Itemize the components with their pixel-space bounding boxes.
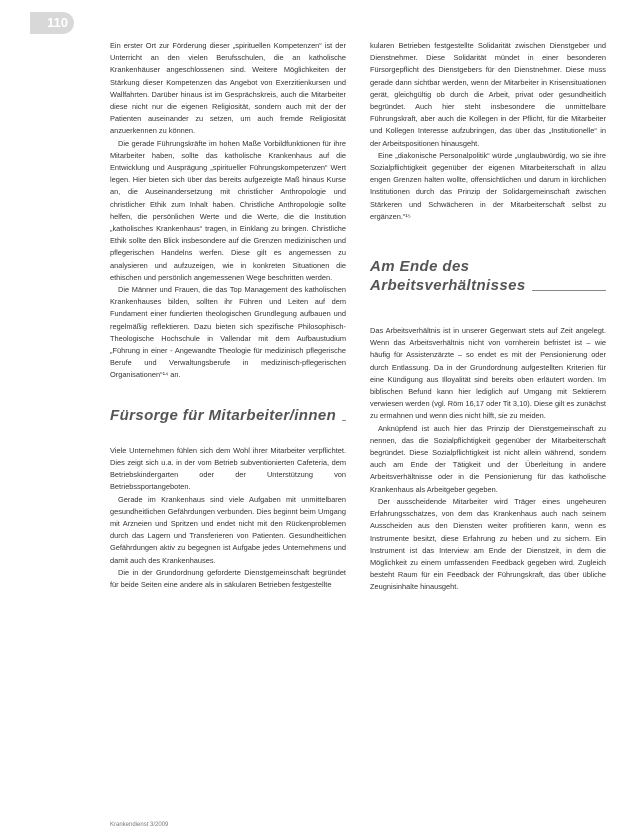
- paragraph: Die gerade Führungskräfte im hohen Maße Vorbildfunktionen für ihre Mitarbeiter haben, sollte das katholische Krankenhaus auf die Entwicklung und Ausprägung „spiritueller Führungskompetenzen“ Wert legen. Hier bieten sich über das bereits aufgezeigte Maß hinaus Kurse an, die Auseinandersetzung mit christlicher Anthropologie und christlicher Ethik zum Inhalt haben. Christliche Anthropologie sollte helfen, die persönlichen Werte und die Werte, die die Institution „katholisches Krankenhaus“ tragen, in Einklang zu bringen. Christliche Ethik sollte den Blick insbesondere auf die Grenzen medizinischen und pflegerischen Handelns werfen. Diese gilt es angemessen zu analysieren und aufzuzeigen, wie in konkreten Situationen die ethischen und persönlich angemessenen Wege beschritten werden.: [110, 138, 346, 282]
- section-heading-fuersorge: [110, 406, 346, 425]
- paragraph: Der ausscheidende Mitarbeiter wird Träger eines ungeheuren Erfahrungsschatzes, von dem das Krankenhaus auch nach seinem Ausscheiden aus den Diensten weiter profitieren kann, wenn es Instrumente besitzt, diese Erfahrung zu heben und zu sichern. Ein Instrument ist das Interview am Ende der Dienstzeit, in dem die Möglichkeit zu einem umfassenden Feedback gegeben wird. Zugleich besteht Raum für ein Feedback der Führungskraft, das über übliche Zeugnisinhalte hinausgeht.: [370, 496, 606, 592]
- right-column: [370, 40, 606, 594]
- section-heading-text-line1: Am Ende des: [370, 258, 470, 276]
- paragraph: Gerade im Krankenhaus sind viele Aufgaben mit unmittelbaren gesundheitlichen Gefährdungen verbunden. Dies beginnt beim Umgang mit Arzneien und Spritzen und endet nicht mit den Rückenproblemen durch das Lagern und Transferieren von Patienten. Gesundheitlichen Gefährdungen aktiv zu begegnen ist Aufgabe jedes Unternehmens und damit auch des Krankenhauses.: [110, 494, 346, 565]
- paragraph: Die Männer und Frauen, die das Top Management des katholischen Krankenhauses bilden, sollten ihr Führen und Leiten auf dem Fundament einer fundierten theologischen Grundlegung aufbauen und regelmäßig reflektieren. Dazu bieten sich spezifische Philosophisch-Theologische Hochschule in Vallendar mit dem Aufbaustudium „Führung in einer - Angewandte Theologie für medizinisch pflegerische Berufe und Verwaltungsberufe in medizinisch-pflegerischen Organisationen“¹⁴ an.: [110, 285, 346, 380]
- paragraph: Anknüpfend ist auch hier das Prinzip der Dienstgemeinschaft zu nennen, das die Sozialpflichtigkeit gegenüber der Mitarbeiterschaft begründet. Diese Sozialpflichtigkeit ist nicht allein während, sondern auch am Ende der Tätigkeit und der Überleitung in andere Arbeitsverhältnisse oder in die Pensionierung für das katholische Krankenhaus als Arbeitgeber gegeben.: [370, 423, 606, 494]
- section-heading-text: Fürsorge für Mitarbeiter/innen: [110, 406, 337, 424]
- footer-source: Krankendienst 3/2009: [110, 822, 169, 828]
- heading-rule: [532, 290, 606, 291]
- left-column: [110, 40, 346, 591]
- section-heading-arbeitsende: [370, 257, 606, 295]
- paragraph: Die in der Grundordnung geforderte Dienstgemeinschaft begründet für beide Seiten eine andere als in säkularen Betrieben festgestellte: [110, 567, 346, 589]
- heading-rule: [342, 420, 346, 421]
- paragraph: Eine „diakonische Personalpolitik“ würde „unglaubwürdig, wo sie ihre Sozialpflichtigkeit gegenüber der eigenen Mitarbeiterschaft in allzu engen Grenzen halten wollte, offensichtlichen und darum in kirchlichen Institutionen durch das Prinzip der Solidargemeinschaft zwischen Stärkeren und Schwächeren in der Mitarbeiterschaft selbst zu ergänzen.“¹⁵: [370, 150, 606, 221]
- paragraph: kularen Betrieben festgestellte Solidarität zwischen Dienstgeber und Dienstnehmer. Diese Solidarität mündet in einer besonderen Fürsorgepflicht des Dienstgebers für den Dienstnehmer. Diese muss gerade dann sichtbar werden, wenn der Mitarbeiter in Krisensituationen gerät, gleichgültig ob durch die Arbeit, privat oder gesundheitlich begründet. Auch hier steht insbesondere die unmittelbare Führungskraft, aber auch die Kollegen in der Pflicht, für die Mitarbeiter und Kollegen Interesse aufzubringen, das über das „Institutionelle“ in der Arbeitspositionen hinausgeht.: [370, 41, 606, 148]
- page-number: 110: [30, 12, 74, 34]
- paragraph: Viele Unternehmen fühlen sich dem Wohl ihrer Mitarbeiter verpflichtet. Dies zeigt sich u.a. in der vom Betrieb subventionierten Cafeteria, dem Betriebskindergarten oder der Unterstützung von Betriebssportangeboten.: [110, 445, 346, 492]
- paragraph: Ein erster Ort zur Förderung dieser „spirituellen Kompetenzen“ ist der Unterricht an den vielen Berufsschulen, die an katholische Krankenhäuser angeschlossenen sind. Weitere Möglichkeiten der Stärkung dieser Kompetenzen das Angebot von Exerzitienkursen und Wallfahrten. Darüber hinaus ist im Gesprächskreis, auch die Mitarbeiter diese nicht nur die eigenen Religiosität, sondern auch mit der der Patienten auseinander zu setzen, um auch fremde Religiosität anzuerkennen zu können.: [110, 41, 346, 136]
- section-heading-text-line2: Arbeitsverhältnisses: [370, 277, 526, 295]
- paragraph: Das Arbeitsverhältnis ist in unserer Gegenwart stets auf Zeit angelegt. Wenn das Arbeitsverhältnis nicht von vornherein befristet ist – wie häufig für Assistenzärzte – so endet es mit der Pensionierung oder durch Entlassung. Da in der Grundordnung aufgestellten Kriterien für eine Kündigung aus Illoyalität sind bereits oben erläutert worden. Im biblischen Befund kann hier lediglich auf Umgang mit Sektierern verwiesen werden (vgl. Röm 16,17 oder Tit 3,10). Diese gilt es zunächst zu ermahnen und wenn dies nicht hilft, sie zu meiden.: [370, 326, 606, 421]
